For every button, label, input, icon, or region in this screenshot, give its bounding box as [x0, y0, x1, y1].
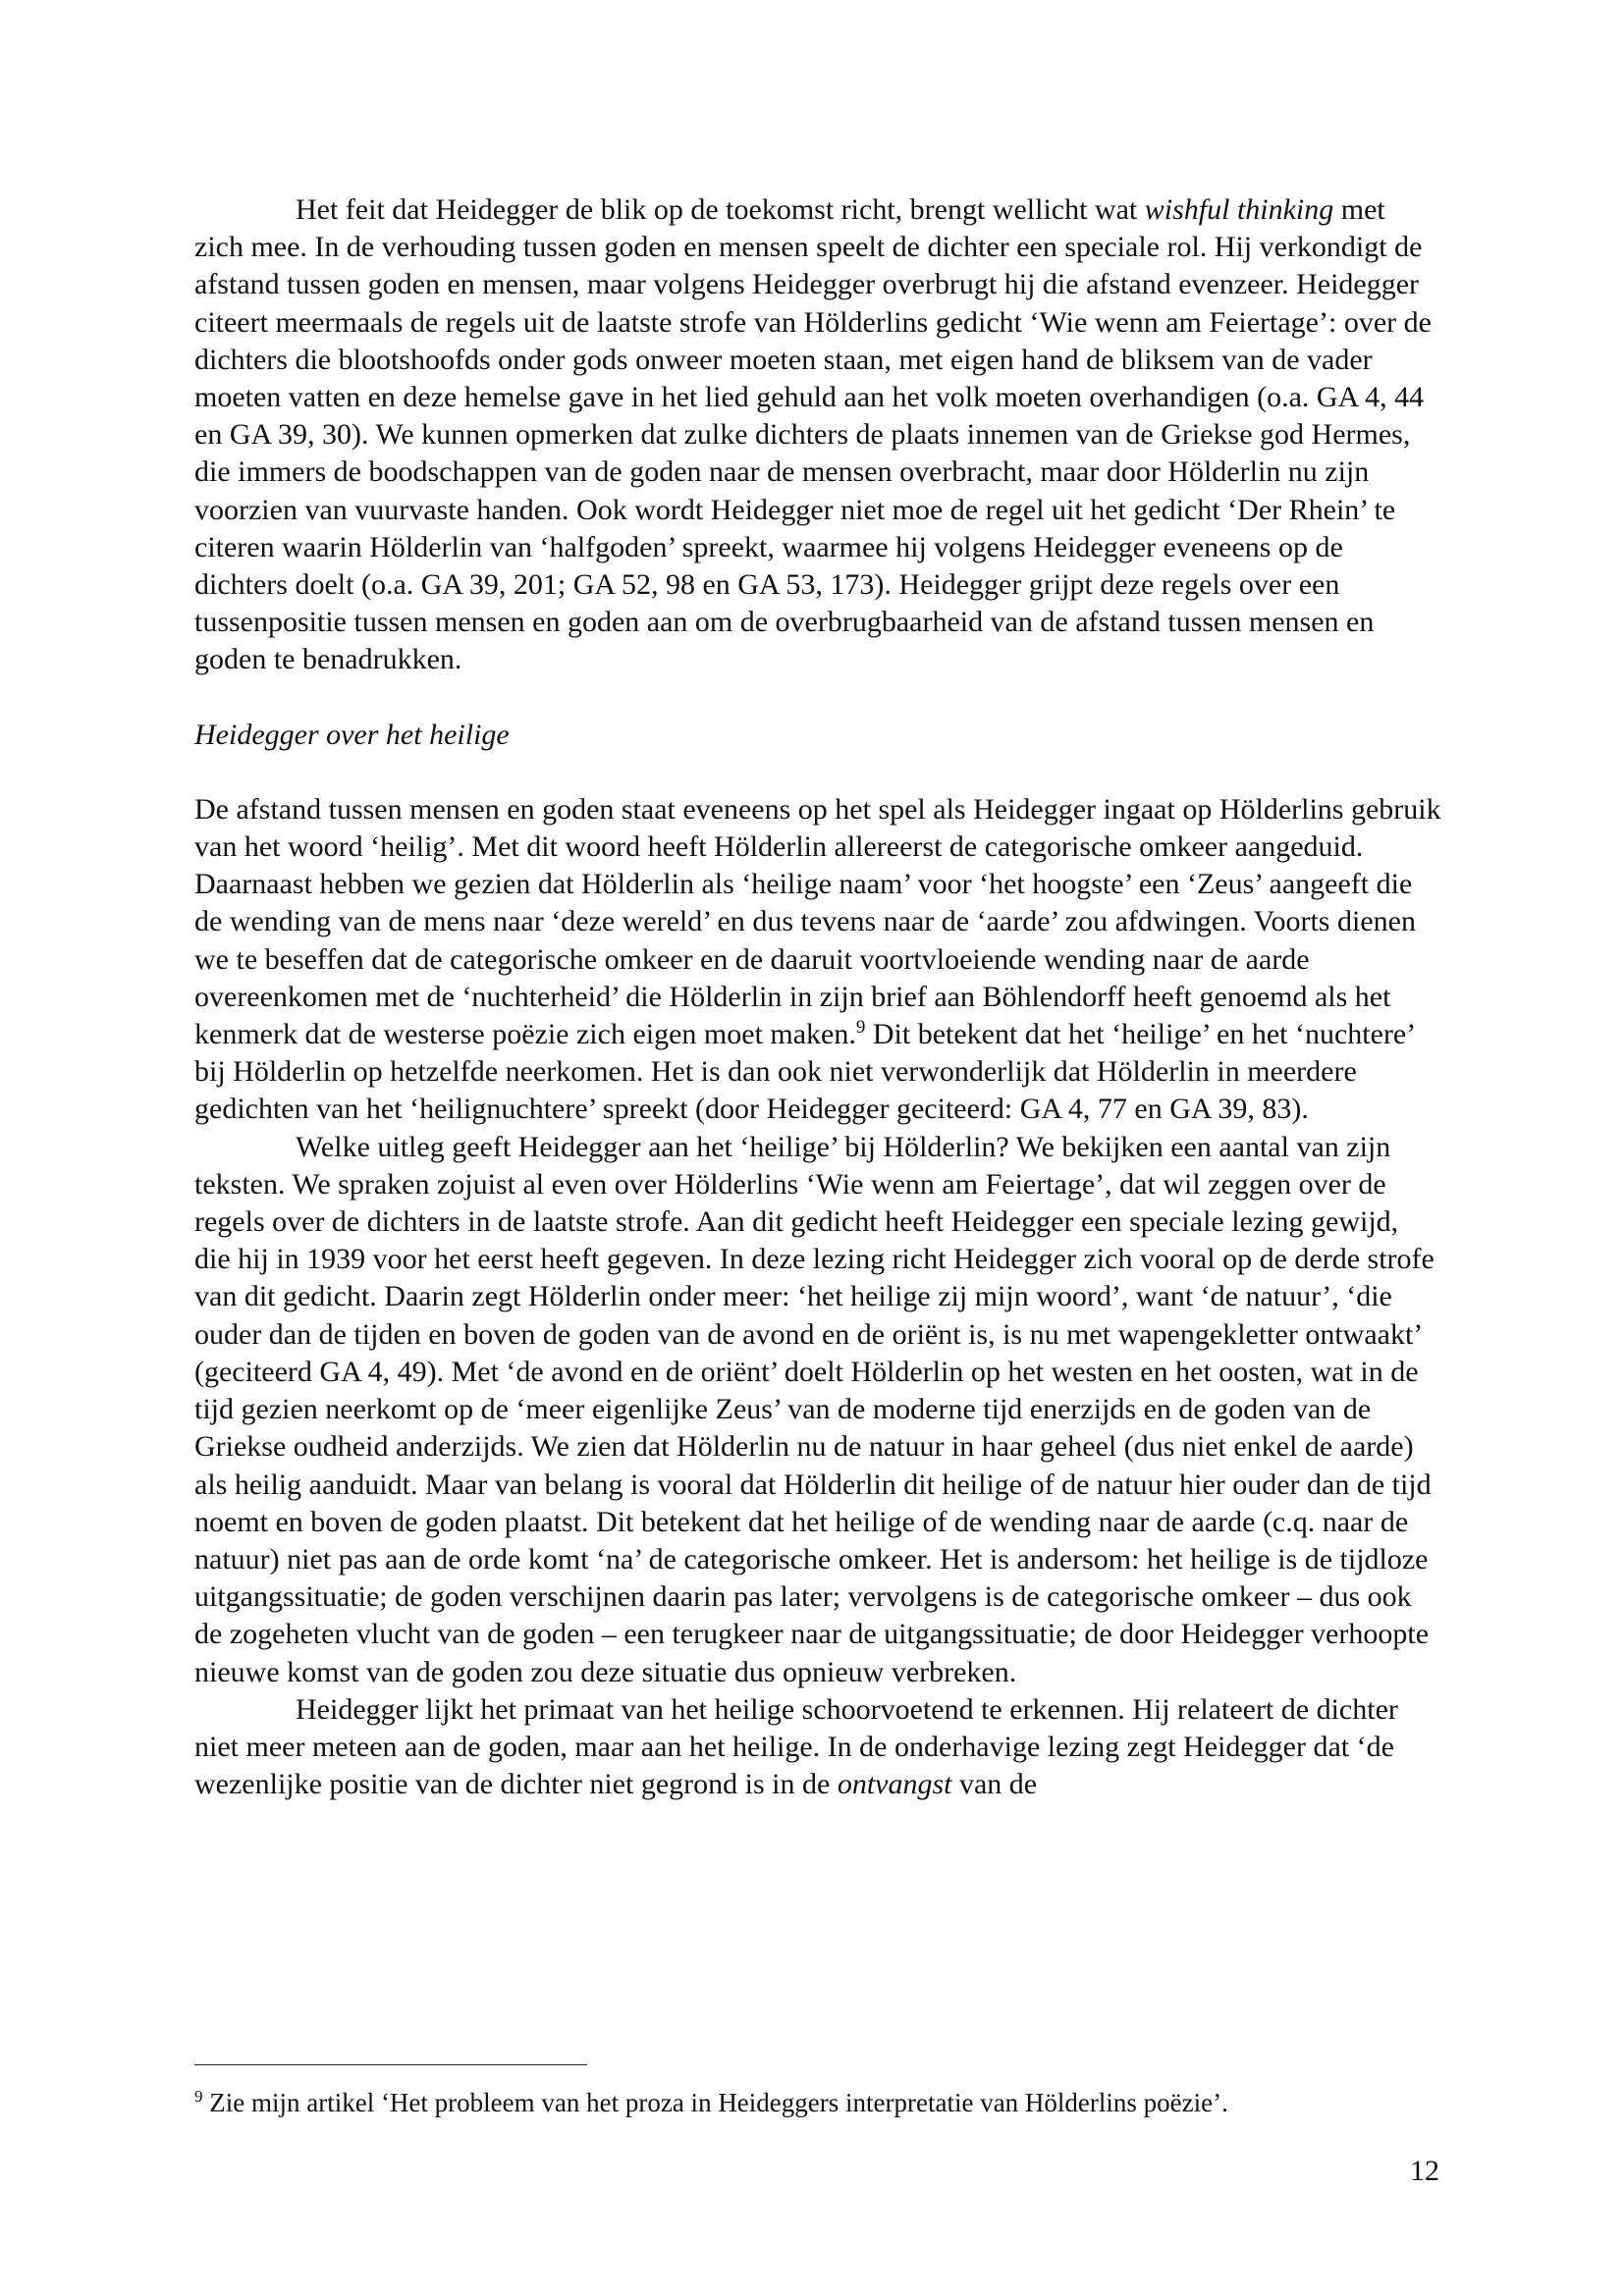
paragraph-1-text-a: Het feit dat Heidegger de blik op de toekomst richt, brengt wellicht wat [296, 193, 1145, 226]
paragraph-3: Welke uitleg geeft Heidegger aan het ‘heilige’ bij Hölderlin? We bekijken een aantal van zijn teksten. We spraken zojuist al even over Hölderlins ‘Wie wenn am Feiertage’, dat wil zeggen over de regels over de dichters in de laatste strofe. Aan dit gedicht heeft Heidegger een speciale lezing gewijd, die hij in 1939 voor het eerst heeft gegeven. In deze lezing richt Heidegger zich vooral op de derde strofe van dit gedicht. Daarin zegt Hölderlin onder meer: ‘het heilige zij mijn woord’, want ‘de natuur’, ‘die ouder dan de tijden en boven de goden van de avond en de oriënt is, is nu met wapengekletter ontwaakt’ (geciteerd GA 4, 49). Met ‘de avond en de oriënt’ doelt Hölderlin op het westen en het oosten, wat in de tijd gezien neerkomt op de ‘meer eigenlijke Zeus’ van de moderne tijd enerzijds en de goden van de Griekse oudheid anderzijds. We zien dat Hölderlin nu de natuur in haar geheel (dus niet enkel de aarde) als heilig aanduidt. Maar van belang is vooral dat Hölderlin dit heilige of de natuur hier ouder dan de tijd noemt en boven de goden plaatst. Dit betekent dat het heilige of de wending naar de aarde (c.q. naar de natuur) niet pas aan de orde komt ‘na’ de categorische omkeer. Het is andersom: het heilige is de tijdloze uitgangssituatie; de goden verschijnen daarin pas later; vervolgens is de categorische omkeer – dus ook de zogeheten vlucht van de goden – een terugkeer naar de uitgangssituatie; de door Heidegger verhoopte nieuwe komst van de goden zou deze situatie dus opnieuw verbreken. [194, 1130, 1435, 1688]
paragraph-2 [194, 791, 1441, 1129]
paragraph-4 [194, 1691, 1441, 1804]
footnote [194, 2086, 1441, 2119]
paragraph-2-text-b: Dit betekent dat het ‘heilige’ en het ‘nuchtere’ bij Hölderlin op hetzelfde neerkomen. Het is dan ook niet verwonderlijk dat Hölderlin in meerdere gedichten van het ‘heilignuchtere’ spreekt (door Heidegger geciteerd: GA 4, 77 en GA 39, 83). [194, 1018, 1415, 1126]
footnote-mark: 9 [194, 2087, 203, 2106]
paragraph-4-emphasis: ontvangst [837, 1768, 952, 1801]
footnote-reference[interactable]: 9 [855, 1017, 866, 1039]
footnote-divider [194, 2064, 587, 2065]
paragraph-1-emphasis: wishful thinking [1144, 193, 1334, 226]
paragraph-4-text-b: van de [951, 1768, 1038, 1801]
section-heading: Heidegger over het heilige [194, 718, 510, 751]
page-number: 12 [1410, 2155, 1439, 2187]
paragraph-4-text-a: Heidegger lijkt het primaat van het heilige schoorvoetend te erkennen. Hij relateert de dichter niet meer meteen aan de goden, maar aan het heilige. In de onderhavige lezing zegt Heidegger dat ‘de wezenlijke positie van de dichter niet gegrond is in de [194, 1692, 1398, 1801]
paragraph-2-text-a: De afstand tussen mensen en goden staat eveneens op het spel als Heidegger ingaat op Hölderlins gebruik van het woord ‘heilig’. Met dit woord heeft Hölderlin allereerst de categorische omkeer aangeduid. Daarnaast hebben we gezien dat Hölderlin als ‘heilige naam’ voor ‘het hoogste’ een ‘Zeus’ aangeeft die de wending van de mens naar ‘deze wereld’ en dus tevens naar de ‘aarde’ zou afdwingen. Voorts dienen we te beseffen dat de categorische omkeer en de daaruit voortvloeiende wending naar de aarde overeenkomen met de ‘nuchterheid’ die Hölderlin in zijn brief aan Böhlendorff heeft genoemd als het kenmerk dat de westerse poëzie zich eigen moet maken. [194, 792, 1441, 1051]
footnote-text: Zie mijn artikel ‘Het probleem van het proza in Heideggers interpretatie van Hölderlins poëzie’. [202, 2088, 1228, 2117]
paragraph-1 [194, 191, 1441, 679]
page-body [194, 191, 1441, 1803]
paragraph-1-text-b: met zich mee. In de verhouding tussen goden en mensen speelt de dichter een speciale rol. Hij verkondigt de afstand tussen goden en mensen, maar volgens Heidegger overbrugt hij die afstand evenzeer. Heidegger citeert meermaals de regels uit de laatste strofe van Hölderlins gedicht ‘Wie wenn am Feiertage’: over de dichters die blootshoofds onder gods onweer moeten staan, met eigen hand de bliksem van de vader moeten vatten en deze hemelse gave in het lied gehuld aan het volk moeten overhandigen (o.a. GA 4, 44 en GA 39, 30). We kunnen opmerken dat zulke dichters de plaats innemen van de Griekse god Hermes, die immers de boodschappen van de goden naar de mensen overbracht, maar door Hölderlin nu zijn voorzien van vuurvaste handen. Ook wordt Heidegger niet moe de regel uit het gedicht ‘Der Rhein’ te citeren waarin Hölderlin van ‘halfgoden’ spreekt, waarmee hij volgens Heidegger eveneens op de dichters doelt (o.a. GA 39, 201; GA 52, 98 en GA 53, 173). Heidegger grijpt deze regels over een tussenpositie tussen mensen en goden aan om de overbrugbaarheid van de afstand tussen mensen en goden te benadrukken. [194, 193, 1432, 676]
